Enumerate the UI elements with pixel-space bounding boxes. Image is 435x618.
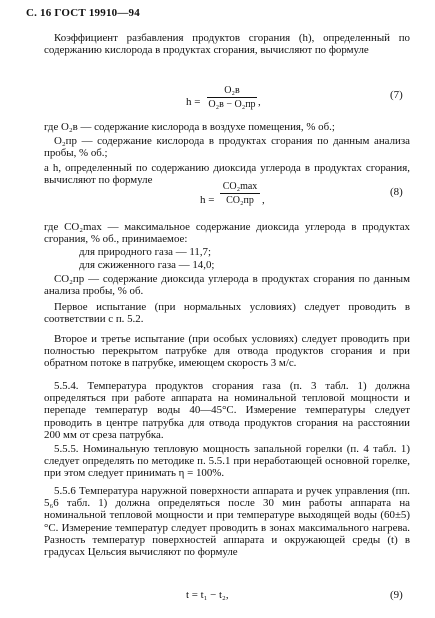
paragraph-second-third-test: Второе и третье испытание (при особых условиях) следует проводить при полностью перекрытом патрубке для отвода продуктов сгорания и при обратном потоке в патрубке, имеющем скорость 3 м/с. [44,333,410,370]
equation-8-tail: , [262,194,265,206]
paragraph-dilution-intro: Коэффициент разбавления продуктов сгорания (h), определенный по содержанию кислорода в продуктах сгорания, вычисляют по формуле [44,32,410,57]
equation-7-numerator: O₂в [207,85,257,98]
equation-8-number: (8) [390,186,403,198]
equation-7-lhs: h = [186,96,201,108]
page-header: С. 16 ГОСТ 19910—94 [26,7,140,19]
equation-9: t = t₁ − t₂, [186,589,229,601]
paragraph-o2pr-def: O₂пр — содержание кислорода в продуктах сгорания по данным анализа пробы, % об.; [44,135,410,160]
value-liquefied-gas: для сжиженного газа — 14,0; [79,259,215,271]
equation-7-number: (7) [390,89,403,101]
equation-7-tail: , [258,96,261,108]
equation-7-fraction [207,85,257,110]
equation-7-denominator: O₂в − O₂пр [208,99,256,110]
equation-8-denominator: CO₂пр [226,195,254,206]
paragraph-5-5-5: 5.5.5. Номинальную тепловую мощность запальной горелки (п. 4 табл. 1) следует определять по методике п. 5.5.1 при неработающей основной горелке, при этом следует принимать η = 100%. [44,443,410,480]
equation-8-numerator: CO₂max [220,181,260,194]
value-natural-gas: для природного газа — 11,7; [79,246,212,258]
paragraph-o2v-def: где O₂в — содержание кислорода в воздухе помещения, % об.; [44,121,335,133]
equation-8-lhs: h = [200,194,215,206]
paragraph-5-5-6: 5.5.6 Температура наружной поверхности аппарата и ручек управления (пп. 5₆6 табл. 1) должна определяться после 30 мин работы аппарата на номинальной тепловой мощности и при температуре выходящей воды (60±5)°С. Измерение температур следует проводить в зонах максимального нагрева. Разность температур поверхностей аппарата и окружающей среды (t) в градусах Цельсия вычисляют по формуле [44,485,410,559]
equation-8-fraction [220,181,260,206]
paragraph-first-test: Первое испытание (при нормальных условиях) следует проводить в соответствии с п. 5.2. [44,301,410,326]
paragraph-co2-intro: а h, определенный по содержанию диоксида углерода в продуктах сгорания, вычисляют по формуле [44,162,410,187]
equation-9-number: (9) [390,589,403,601]
paragraph-5-5-4: 5.5.4. Температура продуктов сгорания газа (п. 3 табл. 1) должна определяться при работе аппарата на номинальной тепловой мощности и перепаде температур воды 40—45°С. Измерение температуры следует проводить в центре патрубка для отвода продуктов сгорания на расстоянии 200 мм от среза патрубка. [44,380,410,441]
paragraph-co2max-def: где CO₂max — максимальное содержание диоксида углерода в продуктах сгорания, % об., принимаемое: [44,221,410,246]
paragraph-co2pr-def: CO₂пр — содержание диоксида углерода в продуктах сгорания по данным анализа пробы, % об. [44,273,410,298]
